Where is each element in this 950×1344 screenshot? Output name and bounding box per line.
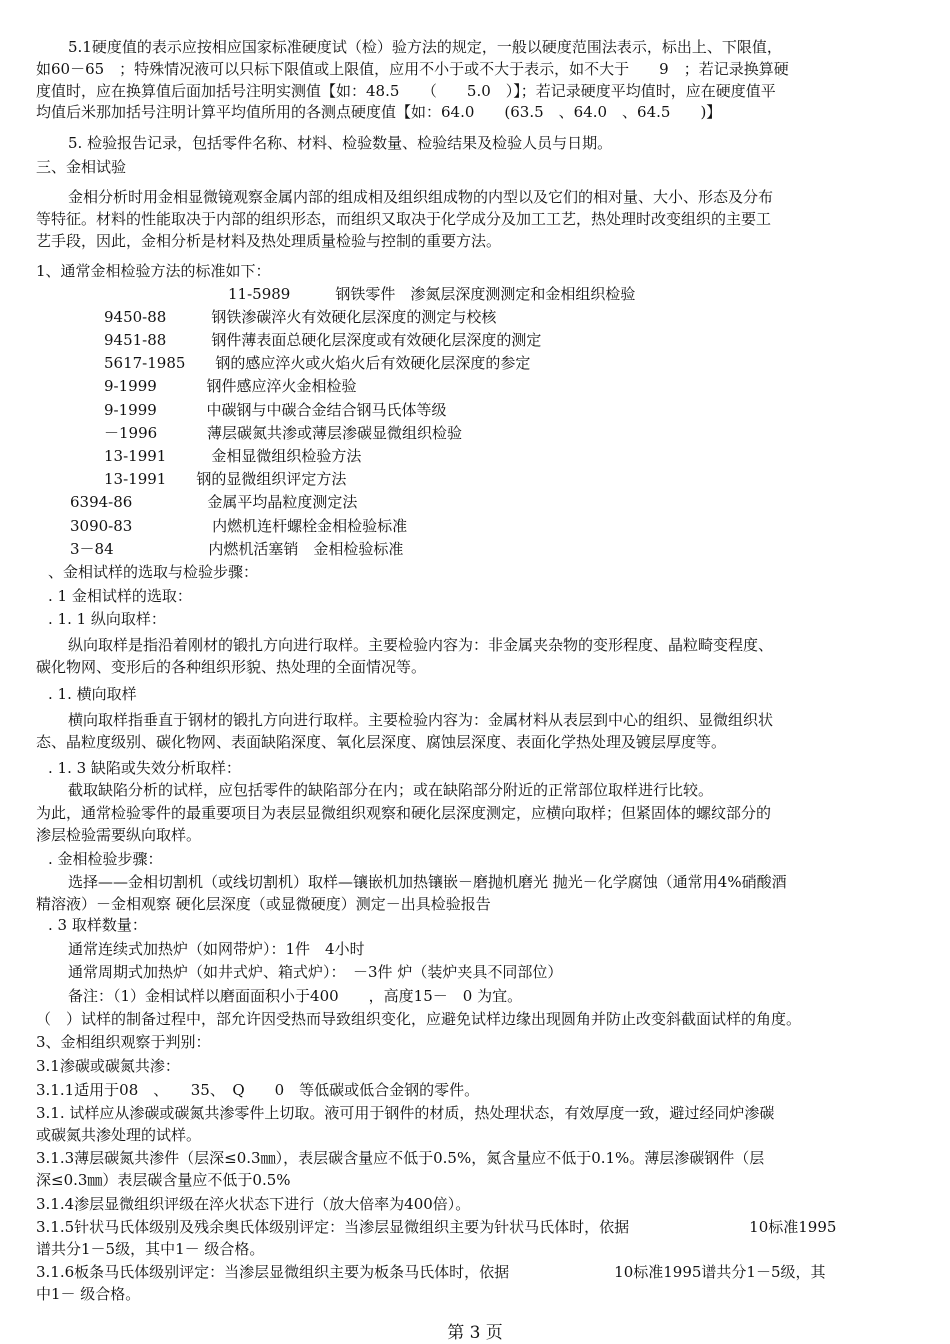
text-line: 横向取样指垂直于钢材的锻扎方向进行取样。主要检验内容为：金属材料从表层到中心的组织、显微组织状: [68, 711, 774, 729]
text-line: 5. 检验报告记录，包括零件名称、材料、检验数量、检验结果及检验人员与日期。: [68, 134, 613, 152]
subsection-heading: 、金相试样的选取与检验步骤：: [48, 563, 259, 581]
text-line: 均值后米那加括号注明计算平均值所用的各测点硬度值【如：64.0 (63.5 、64.0 、64.5 )】: [36, 103, 722, 121]
subsection-heading: 3.1渗碳或碳氮共渗：: [36, 1057, 180, 1075]
subsection-heading: . 1. 横向取样: [48, 685, 137, 703]
standard-item: 3090-83 内燃机连杆螺栓金相检验标准: [70, 517, 408, 535]
subsection-heading: . 1. 3 缺陷或失效分析取样：: [48, 759, 241, 777]
text-line: 中1－ 级合格。: [36, 1285, 141, 1303]
text-line: 如60－65 ；特殊情况液可以只标下限值或上限值，应用不小于或不大于表示，如不大于 9 ；若记录换算硬: [36, 60, 789, 78]
subsection-heading: . 金相检验步骤：: [48, 850, 163, 868]
standard-item: 13-1991 钢的显微组织评定方法: [104, 470, 347, 488]
text-line: （ ）试样的制备过程中，部允许因受热而导致组织变化，应避免试样边缘出现圆角并防止改变斜截面试样的角度。: [36, 1010, 802, 1028]
text-line: 艺手段，因此，金相分析是材料及热处理质量检验与控制的重要方法。: [36, 232, 502, 250]
standard-item: 13-1991 金相显微组织检验方法: [104, 447, 362, 465]
text-line: 3.1.5针状马氏体级别及残余奥氏体级别评定：当渗层显微组织主要为针状马氏体时，依据 10标准1995: [36, 1218, 837, 1236]
text-line: 精溶液）－金相观察 硬化层深度（或显微硬度）测定－出具检验报告: [36, 895, 491, 913]
text-line: 3.1.6板条马氏体级别评定：当渗层显微组织主要为板条马氏体时，依据 10标准1995谱共分1－5级，其: [36, 1263, 826, 1281]
text-line: 3.1.3薄层碳氮共渗件（层深≤0.3㎜），表层碳含量应不低于0.5%，氮含量应不低于0.1%。薄层渗碳钢件（层: [36, 1149, 765, 1167]
text-line: 为此，通常检验零件的最重要项目为表层显微组织观察和硬化层深度测定，应横向取样；但紧固体的螺纹部分的: [36, 804, 772, 822]
standard-item: 9450-88 钢铁渗碳淬火有效硬化层深度的测定与校核: [104, 308, 497, 326]
text-line: 通常连续式加热炉（如网带炉）：1件 4小时: [68, 940, 365, 958]
text-line: 态、晶粒度级别、碳化物网、表面缺陷深度、氧化层深度、腐蚀层深度、表面化学热处理及镀层厚度等。: [36, 733, 727, 751]
standard-item: 11-5989 钢铁零件 渗氮层深度测测定和金相组织检验: [228, 285, 636, 303]
standard-item: 9-1999 中碳钢与中碳合金结合钢马氏体等级: [104, 401, 447, 419]
text-line: 备注：（1）金相试样以磨面面积小于400 ，高度15－ 0 为宜。: [68, 987, 523, 1005]
standard-item: 9-1999 钢件感应淬火金相检验: [104, 377, 357, 395]
text-line: 截取缺陷分析的试样，应包括零件的缺陷部分在内；或在缺陷部分附近的正常部位取样进行比较。: [68, 781, 714, 799]
text-line: 渗层检验需要纵向取样。: [36, 826, 202, 844]
text-line: 或碳氮共渗处理的试样。: [36, 1126, 202, 1144]
text-line: 度值时，应在换算值后面加括号注明实测值【如：48.5 （ 5.0 ）】；若记录硬度平均值时，应在硬度值平: [36, 82, 776, 100]
standard-item: 5617-1985 钢的感应淬火或火焰火后有效硬化层深度的参定: [104, 354, 531, 372]
text-line: 纵向取样是指沿着刚材的锻扎方向进行取样。主要检验内容为：非金属夹杂物的变形程度、晶粒畸变程度、: [68, 636, 774, 654]
text-line: 5.1硬度值的表示应按相应国家标准硬度试（检）验方法的规定，一般以硬度范围法表示，标出上、下限值，: [68, 38, 782, 56]
subsection-heading: 3、金相组织观察于判别：: [36, 1033, 211, 1051]
text-line: 等特征。材料的性能取决于内部的组织形态，而组织又取决于化学成分及加工工艺，热处理时改变组织的主要工: [36, 210, 772, 228]
text-line: 金相分析时用金相显微镜观察金属内部的组成相及组织组成物的内型以及它们的相对量、大小、形态及分布: [68, 188, 774, 206]
text-line: 通常周期式加热炉（如井式炉、箱式炉）： －3件 炉（装炉夹具不同部位）: [68, 963, 563, 981]
page-number: 第 3 页: [447, 1323, 503, 1343]
subsection-heading: . 1 金相试样的选取：: [48, 587, 192, 605]
text-line: 谱共分1－5级，其中1－ 级合格。: [36, 1240, 265, 1258]
subsection-heading: 1、通常金相检验方法的标准如下：: [36, 262, 271, 280]
text-line: 3.1.4渗层显微组织评级在淬火状态下进行（放大倍率为400倍）。: [36, 1195, 471, 1213]
standard-item: 3－84 内燃机活塞销 金相检验标准: [70, 540, 404, 558]
text-line: 碳化物网、变形后的各种组织形貌、热处理的全面情况等。: [36, 658, 427, 676]
standard-item: 9451-88 钢件薄表面总硬化层深度或有效硬化层深度的测定: [104, 331, 542, 349]
subsection-heading: . 1. 1 纵向取样：: [48, 610, 166, 628]
standard-item: －1996 薄层碳氮共渗或薄层渗碳显微组织检验: [104, 424, 462, 442]
text-line: 3.1.1适用于08 、 35、 Q 0 等低碳或低合金钢的零件。: [36, 1081, 480, 1099]
section-heading: 三、金相试验: [36, 158, 127, 176]
standard-item: 6394-86 金属平均晶粒度测定法: [70, 493, 358, 511]
text-line: 深≤0.3㎜）表层碳含量应不低于0.5%: [36, 1171, 291, 1189]
text-line: 3.1. 试样应从渗碳或碳氮共渗零件上切取。液可用于钢件的材质，热处理状态，有效厚度一致，避过经同炉渗碳: [36, 1104, 775, 1122]
text-line: 选择——金相切割机（或线切割机）取样—镶嵌机加热镶嵌－磨抛机磨光 抛光－化学腐蚀（通常用4%硝酸酒: [68, 873, 787, 891]
subsection-heading: . 3 取样数量：: [48, 916, 147, 934]
